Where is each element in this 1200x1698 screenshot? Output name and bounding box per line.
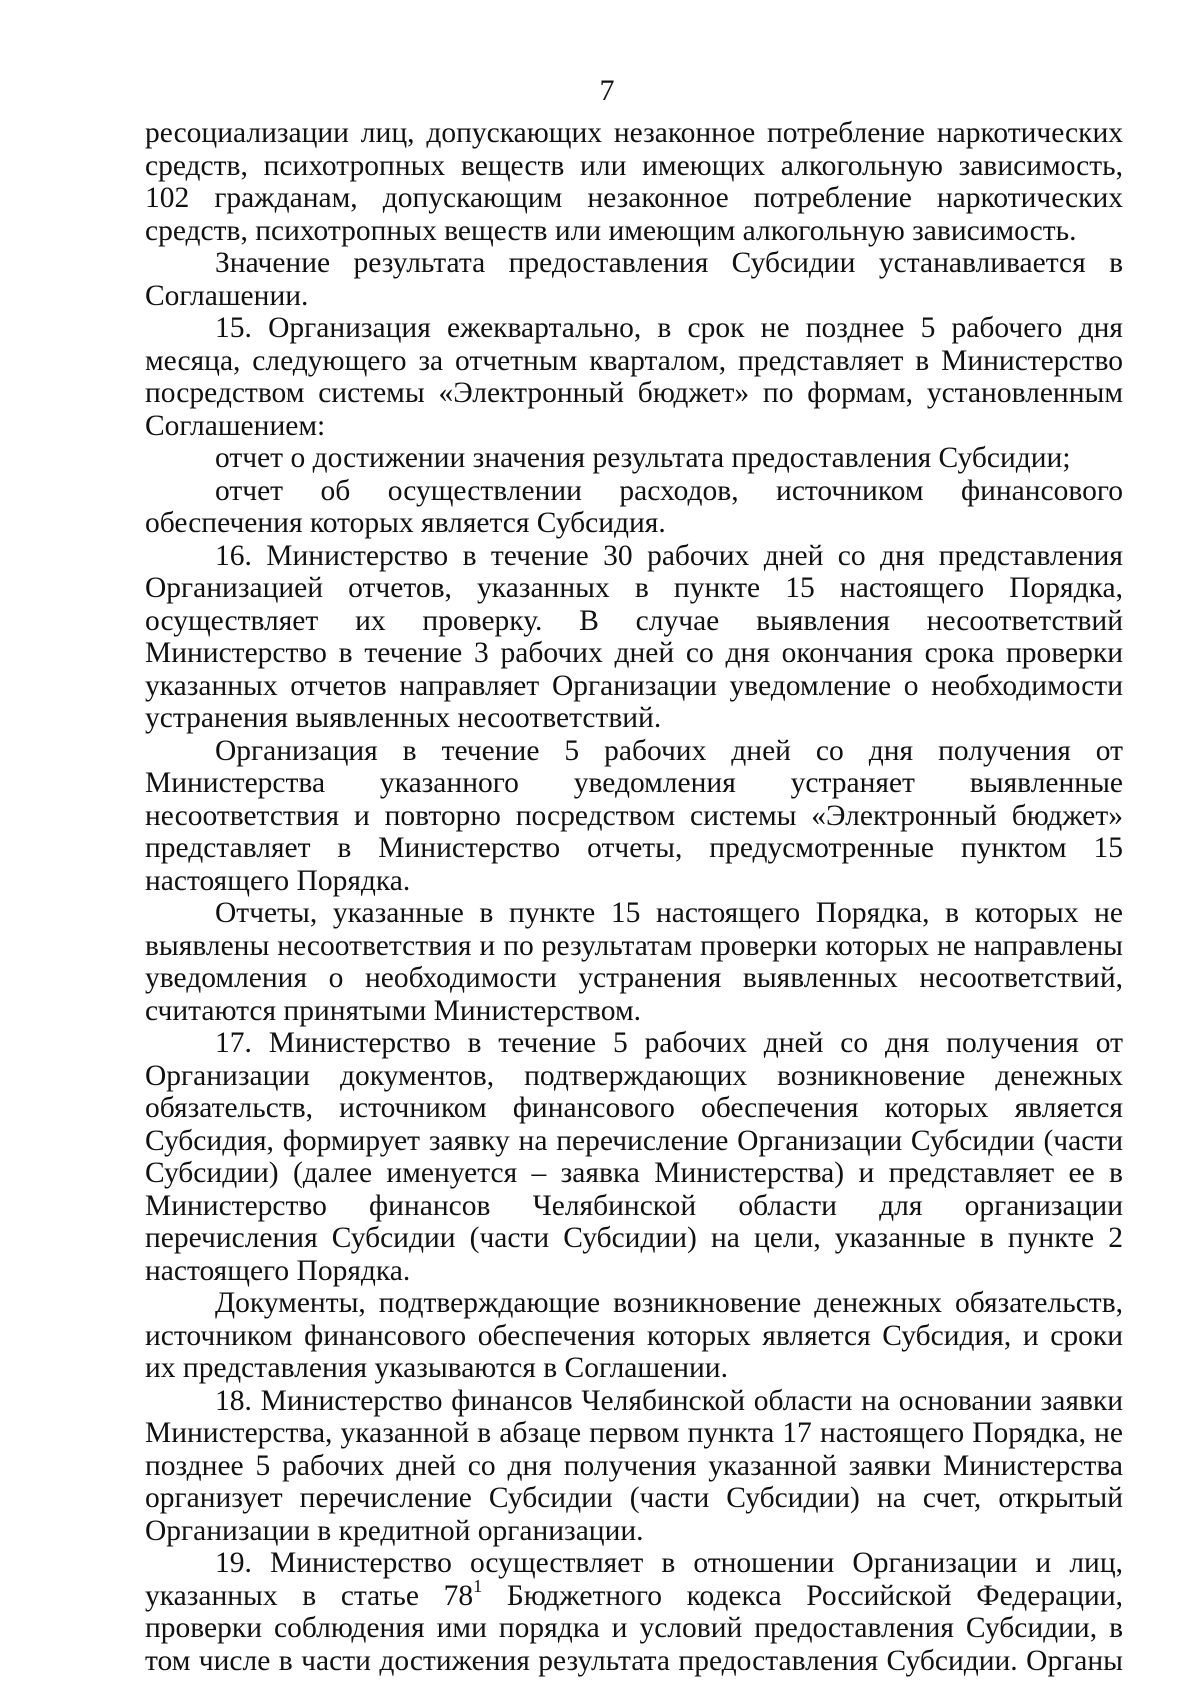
paragraph-documents: Документы, подтверждающие возникновение денежных обязательств, источником финансового обеспечения которых является Субсидия, и сроки их представления указываются в Соглашении. [145, 1287, 1123, 1384]
article-superscript: 1 [473, 1575, 483, 1596]
document-body [145, 117, 1123, 1677]
paragraph-result-value: Значение результата предоставления Субсидии устанавливается в Соглашении. [145, 247, 1123, 312]
paragraph-item-19 [145, 1547, 1123, 1677]
item-19-text-start: 19. Министерство осуществляет в отношении Организации и лиц, указанных в статье 78 [145, 1547, 1123, 1612]
paragraph-item-15: 15. Организация ежеквартально, в срок не позднее 5 рабочего дня месяца, следующего за отчетным кварталом, представляет в Министерство посредством системы «Электронный бюджет» по формам, установленным Соглашением: [145, 312, 1123, 442]
paragraph-item-18: 18. Министерство финансов Челябинской области на основании заявки Министерства, указанной в абзаце первом пункта 17 настоящего Порядка, не позднее 5 рабочих дней со дня получения указанной заявки Министерства организует перечисление Субсидии (части Субсидии) на счет, открытый Организации в кредитной организации. [145, 1384, 1123, 1547]
paragraph-item-16: 16. Министерство в течение 30 рабочих дней со дня представления Организацией отчетов, указанных в пункте 15 настоящего Порядка, осуществляет их проверку. В случае выявления несоответствий Министерство в течение 3 рабочих дней со дня окончания срока проверки указанных отчетов направляет Организации уведомление о необходимости устранения выявленных несоответствий. [145, 539, 1123, 734]
paragraph-report-expenses: отчет об осуществлении расходов, источником финансового обеспечения которых является Субсидия. [145, 474, 1123, 539]
paragraph-correction: Организация в течение 5 рабочих дней со дня получения от Министерства указанного уведомления устраняет выявленные несоответствия и повторно посредством системы «Электронный бюджет» представляет в Министерство отчеты, предусмотренные пунктом 15 настоящего Порядка. [145, 734, 1123, 897]
item-19-text-end: Бюджетного кодекса Российской Федерации, проверки соблюдения ими порядка и условий предоставления Субсидии, в том числе в части достижения результата предоставления Субсидии. Органы [145, 1579, 1123, 1677]
paragraph-accepted-reports: Отчеты, указанные в пункте 15 настоящего Порядка, в которых не выявлены несоответствия и по результатам проверки которых не направлены уведомления о необходимости устранения выявленных несоответствий, считаются принятыми Министерством. [145, 897, 1123, 1027]
paragraph-item-17: 17. Министерство в течение 5 рабочих дней со дня получения от Организации документов, подтверждающих возникновение денежных обязательств, источником финансового обеспечения которых является Субсидия, формирует заявку на перечисление Организации Субсидии (части Субсидии) (далее именуется – заявка Министерства) и представляет ее в Министерство финансов Челябинской области для организации перечисления Субсидии (части Субсидии) на цели, указанные в пункте 2 настоящего Порядка. [145, 1027, 1123, 1287]
paragraph-report-achievement: отчет о достижении значения результата предоставления Субсидии; [215, 442, 1071, 474]
page-number: 7 [599, 74, 615, 107]
paragraph-continuation: ресоциализации лиц, допускающих незаконное потребление наркотических средств, психотропных веществ или имеющих алкогольную зависимость, 102 гражданам, допускающим незаконное потребление наркотических средств, психотропных веществ или имеющим алкогольную зависимость. [145, 117, 1123, 247]
